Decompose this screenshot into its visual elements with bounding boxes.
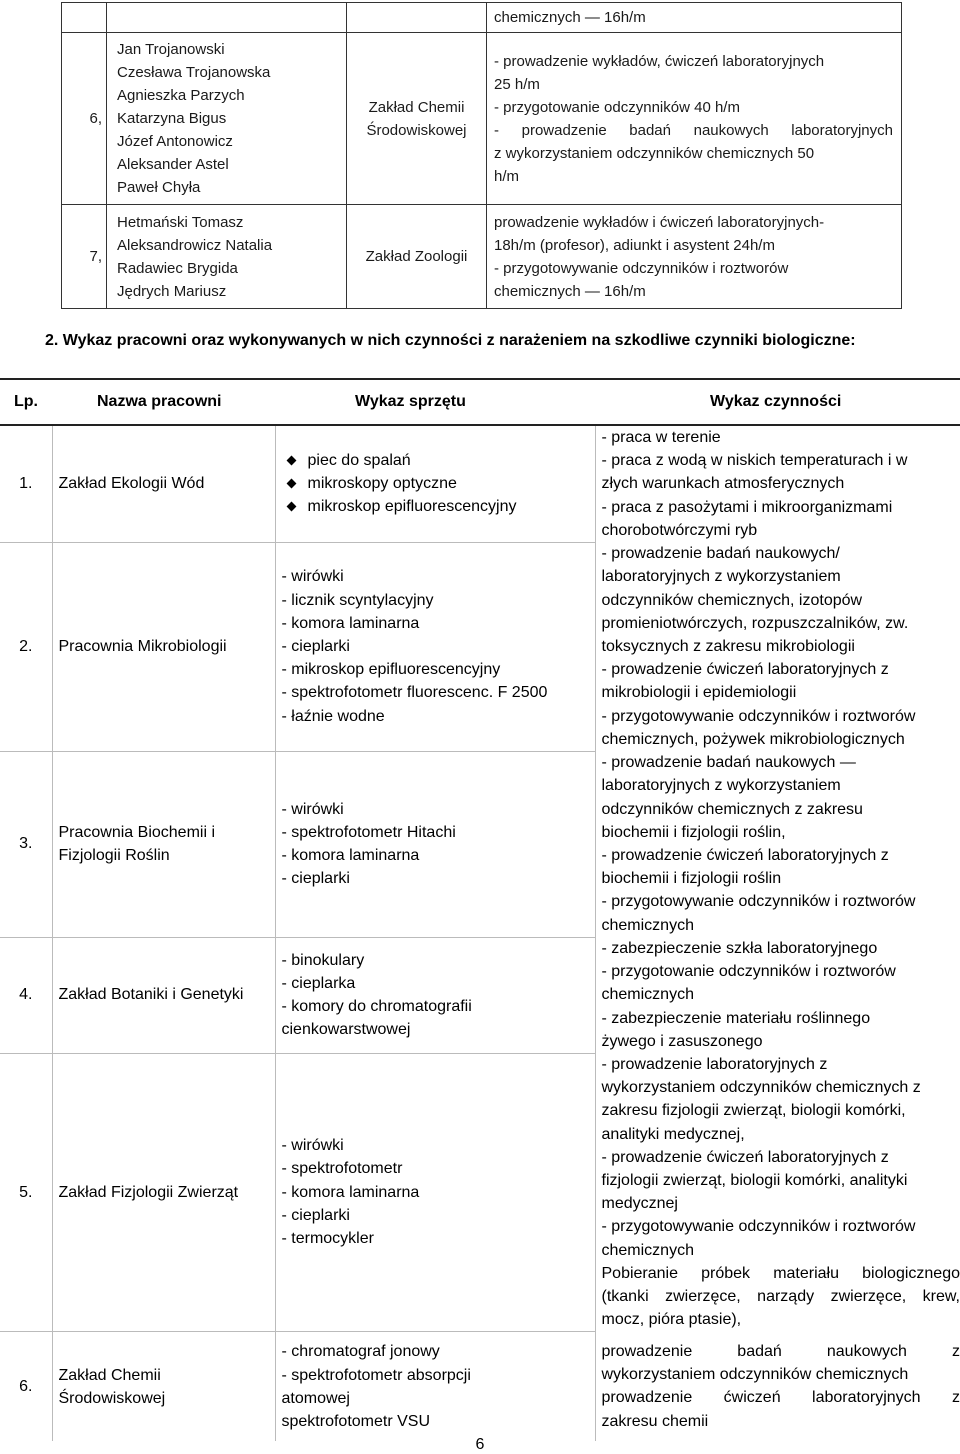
- lab-equipment: [275, 1053, 595, 1331]
- equipment-line: - cieplarki: [282, 867, 595, 890]
- activity-line: chemicznych: [602, 1239, 960, 1262]
- activity-line: odczynników chemicznych z zakresu: [602, 798, 960, 821]
- duty-line: - przygotowanie odczynników 40 h/m: [494, 96, 893, 119]
- staff-table-top-row: [62, 3, 902, 33]
- activity-line: chorobotwórczymi ryb: [602, 519, 960, 542]
- lab-name-line: Pracownia Biochemii i: [59, 821, 275, 844]
- staff-name: Radawiec Brygida: [117, 257, 338, 280]
- lab-activities: [595, 425, 960, 542]
- activity-line: zakresu fizjologii zwierząt, biologii komórki,: [602, 1099, 960, 1122]
- equipment-line: - wirówki: [282, 798, 595, 821]
- activity-line: chemicznych, pożywek mikrobiologicznych: [602, 728, 960, 751]
- lab-activities: [595, 751, 960, 937]
- activity-line: mikrobiologii i epidemiologii: [602, 681, 960, 704]
- lab-number: 1.: [0, 425, 52, 542]
- lab-activities: [595, 1053, 960, 1331]
- lab-number: 5.: [0, 1053, 52, 1331]
- staff-duties: [487, 205, 902, 309]
- activity-line: - prowadzenie laboratoryjnych z: [602, 1053, 960, 1076]
- duty-line: - prowadzenie wykładów, ćwiczeń laboratoryjnych: [494, 50, 893, 73]
- activity-line: prowadzenie badań naukowych z: [602, 1340, 960, 1363]
- equipment-line: - spektrofotometr Hitachi: [282, 821, 595, 844]
- lab-row-4: [0, 937, 960, 1053]
- equipment-line: - łaźnie wodne: [282, 705, 595, 728]
- equipment-line: - cieplarki: [282, 1204, 595, 1227]
- lab-name-line: Środowiskowej: [59, 1387, 275, 1410]
- activity-line: - przygotowywanie odczynników i roztworów: [602, 890, 960, 913]
- equipment-item: piec do spalań: [308, 449, 595, 472]
- header-lp: Lp.: [0, 379, 52, 425]
- activity-line: laboratoryjnych z wykorzystaniem: [602, 565, 960, 588]
- lab-activities: [595, 1331, 960, 1441]
- activity-line: laboratoryjnych z wykorzystaniem: [602, 774, 960, 797]
- equipment-line: - cieplarka: [282, 972, 595, 995]
- activity-line: - praca w terenie: [602, 426, 960, 449]
- lab-row-1: [0, 425, 960, 542]
- staff-names: [107, 33, 347, 205]
- activity-line: - przygotowywanie odczynników i roztworów: [602, 705, 960, 728]
- lab-row-6: [0, 1331, 960, 1441]
- lab-name: [52, 542, 275, 751]
- staff-unit: [347, 33, 487, 205]
- activity-line: chemicznych: [602, 914, 960, 937]
- equipment-bullet-list: [282, 449, 595, 519]
- row-number: 6,: [62, 33, 107, 205]
- activity-line: toksycznych z zakresu mikrobiologii: [602, 635, 960, 658]
- activity-line: fizjologii zwierząt, biologii komórki, analityki: [602, 1169, 960, 1192]
- lab-name-line: Fizjologii Roślin: [59, 844, 275, 867]
- activity-line: promieniotwórczych, rozpuszczalników, zw.: [602, 612, 960, 635]
- activity-line: Pobieranie próbek materiału biologicznego: [602, 1262, 960, 1285]
- unit-line: Środowiskowej: [355, 119, 478, 142]
- staff-unit: [347, 205, 487, 309]
- equipment-line: - komora laminarna: [282, 612, 595, 635]
- equipment-line: cienkowarstwowej: [282, 1018, 595, 1041]
- staff-name: Aleksandrowicz Natalia: [117, 234, 338, 257]
- lab-number: 3.: [0, 751, 52, 937]
- equipment-line: - binokulary: [282, 949, 595, 972]
- activity-line: - przygotowywanie odczynników i roztworów: [602, 1215, 960, 1238]
- lab-name: [52, 751, 275, 937]
- lab-name-line: Zakład Botaniki i Genetyki: [59, 983, 275, 1006]
- lab-number: 2.: [0, 542, 52, 751]
- activity-line: złych warunkach atmosferycznych: [602, 472, 960, 495]
- activity-line: - prowadzenie ćwiczeń laboratoryjnych z: [602, 1146, 960, 1169]
- activity-line: biochemii i fizjologii roślin: [602, 867, 960, 890]
- staff-duties: [487, 33, 902, 205]
- activity-line: mocz, pióra ptasie),: [602, 1308, 960, 1331]
- equipment-line: - licznik scyntylacyjny: [282, 589, 595, 612]
- activity-line: prowadzenie ćwiczeń laboratoryjnych z: [602, 1386, 960, 1409]
- staff-name: Jędrych Mariusz: [117, 280, 338, 303]
- activity-line: - prowadzenie badań naukowych/: [602, 542, 960, 565]
- staff-top-fragment: chemicznych — 16h/m: [487, 3, 902, 33]
- lab-equipment: [275, 425, 595, 542]
- equipment-line: atomowej: [282, 1387, 595, 1410]
- lab-name: [52, 425, 275, 542]
- equipment-line: - spektrofotometr absorpcji: [282, 1364, 595, 1387]
- staff-name: Aleksander Astel: [117, 153, 338, 176]
- lab-name: [52, 937, 275, 1053]
- lab-row-2: [0, 542, 960, 751]
- activity-line: żywego i zasuszonego: [602, 1030, 960, 1053]
- lab-number: 4.: [0, 937, 52, 1053]
- header-activities: Wykaz czynności: [595, 379, 960, 425]
- equipment-item: mikroskopy optyczne: [308, 472, 595, 495]
- staff-row-6: [62, 33, 902, 205]
- staff-name: Paweł Chyła: [117, 176, 338, 199]
- activity-line: - zabezpieczenie materiału roślinnego: [602, 1007, 960, 1030]
- activity-line: - praca z wodą w niskich temperaturach i w: [602, 449, 960, 472]
- staff-name: Katarzyna Bigus: [117, 107, 338, 130]
- lab-name-line: Pracownia Mikrobiologii: [59, 635, 275, 658]
- duty-line: z wykorzystaniem odczynników chemicznych 50: [494, 142, 893, 165]
- equipment-line: - chromatograf jonowy: [282, 1340, 595, 1363]
- equipment-line: - wirówki: [282, 1134, 595, 1157]
- equipment-line: - cieplarki: [282, 635, 595, 658]
- lab-name: [52, 1331, 275, 1441]
- unit-line: Zakład Zoologii: [355, 245, 478, 268]
- activity-line: - zabezpieczenie szkła laboratoryjnego: [602, 937, 960, 960]
- activity-line: analityki medycznej,: [602, 1123, 960, 1146]
- lab-name-line: Zakład Chemii: [59, 1364, 275, 1387]
- lab-name: [52, 1053, 275, 1331]
- activity-line: wykorzystaniem odczynników chemicznych z: [602, 1076, 960, 1099]
- lab-name-line: Zakład Ekologii Wód: [59, 472, 275, 495]
- equipment-line: - komora laminarna: [282, 844, 595, 867]
- section-heading: 2. Wykaz pracowni oraz wykonywanych w nich czynności z narażeniem na szkodliwe czynniki biologiczne:: [45, 330, 925, 352]
- duty-line: - przygotowywanie odczynników i roztworów: [494, 257, 893, 280]
- staff-name: Józef Antonowicz: [117, 130, 338, 153]
- equipment-line: - termocykler: [282, 1227, 595, 1250]
- activity-line: (tkanki zwierzęce, narządy zwierzęce, krew,: [602, 1285, 960, 1308]
- staff-row-7: [62, 205, 902, 309]
- activity-line: - prowadzenie badań naukowych —: [602, 751, 960, 774]
- staff-names: [107, 205, 347, 309]
- row-number: 7,: [62, 205, 107, 309]
- activity-line: - praca z pasożytami i mikroorganizmami: [602, 496, 960, 519]
- staff-name: Jan Trojanowski: [117, 38, 338, 61]
- header-equipment: Wykaz sprzętu: [275, 379, 595, 425]
- equipment-line: - wirówki: [282, 565, 595, 588]
- duty-line: 25 h/m: [494, 73, 893, 96]
- activity-line: zakresu chemii: [602, 1410, 960, 1433]
- lab-name-line: Zakład Fizjologii Zwierząt: [59, 1181, 275, 1204]
- staff-name: Hetmański Tomasz: [117, 211, 338, 234]
- activity-line: odczynników chemicznych, izotopów: [602, 589, 960, 612]
- duty-line: h/m: [494, 165, 893, 188]
- duty-line: 18h/m (profesor), adiunkt i asystent 24h/m: [494, 234, 893, 257]
- staff-name: Czesława Trojanowska: [117, 61, 338, 84]
- activity-line: - prowadzenie ćwiczeń laboratoryjnych z: [602, 844, 960, 867]
- duty-line: prowadzenie wykładów i ćwiczeń laboratoryjnych-: [494, 211, 893, 234]
- duty-line: chemicznych — 16h/m: [494, 280, 893, 303]
- lab-equipment: [275, 542, 595, 751]
- activity-line: medycznej: [602, 1192, 960, 1215]
- page-number: 6: [0, 1436, 960, 1454]
- activity-line: wykorzystaniem odczynników chemicznych: [602, 1363, 960, 1386]
- equipment-line: - komora laminarna: [282, 1181, 595, 1204]
- lab-activities: [595, 937, 960, 1053]
- lab-table: [0, 378, 960, 1441]
- equipment-line: spektrofotometr VSU: [282, 1410, 595, 1433]
- activity-line: - prowadzenie ćwiczeń laboratoryjnych z: [602, 658, 960, 681]
- equipment-item: mikroskop epifluorescencyjny: [308, 495, 595, 518]
- lab-row-5: [0, 1053, 960, 1331]
- lab-number: 6.: [0, 1331, 52, 1441]
- equipment-line: - spektrofotometr fluorescenc. F 2500: [282, 681, 595, 704]
- lab-equipment: [275, 937, 595, 1053]
- lab-table-header: [0, 379, 960, 425]
- unit-line: Zakład Chemii: [355, 96, 478, 119]
- activity-line: - przygotowanie odczynników i roztworów: [602, 960, 960, 983]
- equipment-line: - mikroskop epifluorescencyjny: [282, 658, 595, 681]
- lab-equipment: [275, 751, 595, 937]
- lab-row-3: [0, 751, 960, 937]
- staff-name: Agnieszka Parzych: [117, 84, 338, 107]
- equipment-line: - komory do chromatografii: [282, 995, 595, 1018]
- header-name: Nazwa pracowni: [52, 379, 275, 425]
- lab-activities: [595, 542, 960, 751]
- duty-line: - prowadzenie badań naukowych laboratoryjnych: [494, 119, 893, 142]
- equipment-line: - spektrofotometr: [282, 1157, 595, 1180]
- staff-table: [61, 2, 902, 309]
- lab-equipment: [275, 1331, 595, 1441]
- activity-line: biochemii i fizjologii roślin,: [602, 821, 960, 844]
- activity-line: chemicznych: [602, 983, 960, 1006]
